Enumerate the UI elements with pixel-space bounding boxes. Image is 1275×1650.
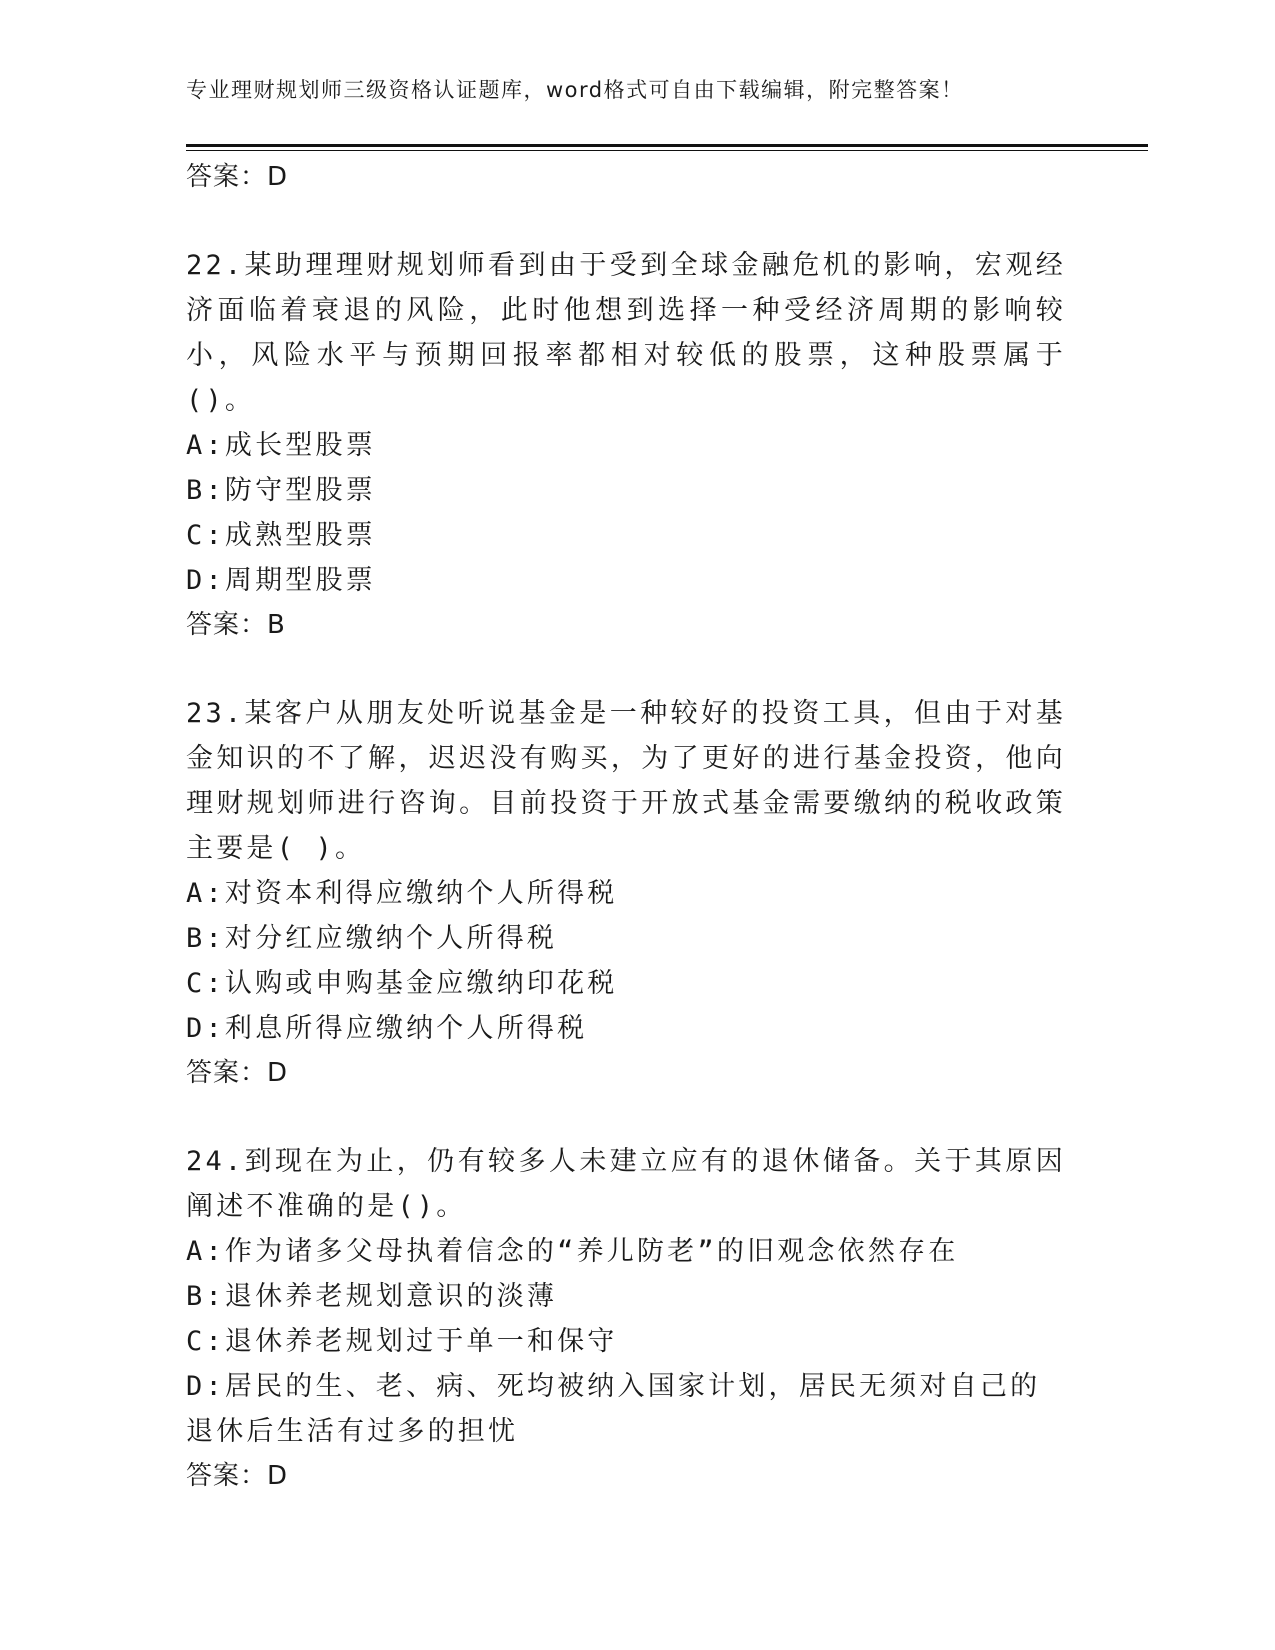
question-text: 24.到现在为止，仍有较多人未建立应有的退休储备。关于其原因阐述不准确的是()。 [186, 1146, 1066, 1222]
option-d: D:利息所得应缴纳个人所得税 [186, 1013, 588, 1044]
answer: 答案：D [186, 1058, 289, 1088]
option-c: C:成熟型股票 [186, 520, 376, 551]
question-block [186, 691, 1066, 1095]
option-a: A:成长型股票 [186, 430, 376, 461]
option-a: A:作为诸多父母执着信念的“养儿防老”的旧观念依然存在 [186, 1236, 959, 1267]
option-b: B:退休养老规划意识的淡薄 [186, 1281, 558, 1312]
spacer [186, 647, 1066, 691]
option-a: A:对资本利得应缴纳个人所得税 [186, 878, 618, 909]
question-block [186, 243, 1066, 647]
option-b: B:对分红应缴纳个人所得税 [186, 923, 558, 954]
answer: 答案：D [186, 1461, 289, 1491]
question-text: 23.某客户从朋友处听说基金是一种较好的投资工具，但由于对基金知识的不了解，迟迟没有购买，为了更好的进行基金投资，他向理财规划师进行咨询。目前投资于开放式基金需要缴纳的税收政策主要是( )。 [186, 698, 1066, 864]
answer: 答案：B [186, 610, 286, 640]
page-header: 专业理财规划师三级资格认证题库，word格式可自由下载编辑，附完整答案！ [186, 78, 964, 102]
header-rule [186, 144, 1148, 147]
spacer [186, 199, 1066, 243]
option-d: D:居民的生、老、病、死均被纳入国家计划，居民无须对自己的退休后生活有过多的担忧 [186, 1371, 1041, 1447]
header-rule-thin [186, 150, 1148, 151]
option-d: D:周期型股票 [186, 565, 376, 596]
option-c: C:认购或申购基金应缴纳印花税 [186, 968, 618, 999]
spacer [186, 1095, 1066, 1139]
option-c: C:退休养老规划过于单一和保守 [186, 1326, 618, 1357]
question-block [186, 1139, 1066, 1498]
answer-previous: 答案：D [186, 162, 289, 192]
document-body [186, 155, 1066, 1498]
option-b: B:防守型股票 [186, 475, 376, 506]
question-text: 22.某助理理财规划师看到由于受到全球金融危机的影响，宏观经济面临着衰退的风险，此时他想到选择一种受经济周期的影响较小，风险水平与预期回报率都相对较低的股票，这种股票属于()。 [186, 250, 1066, 416]
